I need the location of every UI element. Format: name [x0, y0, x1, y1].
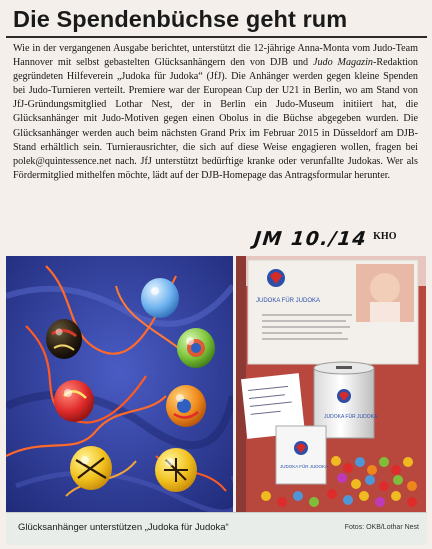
handwritten-issue-note: JM 10./14 — [252, 228, 369, 250]
photo-donation-box — [236, 256, 426, 512]
article-paragraph — [13, 42, 418, 183]
photo-caption: Glücksanhänger unterstützen „Judoka für Judoka“ — [18, 522, 229, 533]
photo-credit: Fotos: OKB/Lothar Nest — [344, 524, 419, 531]
caption-bar — [6, 512, 427, 545]
body-part-1: Wie in der vergangenen Ausgabe berichtet, unterstützt die 12-jährige Anna-Monta vom Judo-Team Hannover mit selbst gebastelten Glücksanhängern den von DJB und — [13, 43, 418, 69]
article-body — [13, 42, 418, 183]
lucky-charms-illustration — [6, 256, 233, 512]
body-part-2: -Redaktion gegründeten Hilfeverein „Judoka für Judoka“ (JfJ). Die Anhänger werden gegen kleine Spenden bei Judo-Turnieren verteilt. Premiere war der European Cup der U21 in Berlin, wo am Stand von JfJ-Gründungsmitglied Lothar Nest, der in Berlin ein Judo-Museum initiiert hat, die Glücksanhänger mit Judo-Motiven gegen einen Obolus in die Büchse abgegeben wurden. Die Glücksanhänger werden auch beim nächsten Grand Prix im Februar 2015 in Düsseldorf am DJB-Stand erhältlich sein. Turnierausrichter, die sich auf diese Weise engagieren wollen, fragen bei polek@quintessence.net nach. JfJ unterstützt bedürftige kranke oder verunfallte Judokas. Wer als Fördermitglied mithelfen möchte, lädt auf der DJB-Homepage das Antragsformular herunter. — [13, 57, 418, 181]
headline-rule — [6, 36, 427, 38]
article-headline: Die Spendenbüchse geht rum — [13, 6, 348, 32]
archive-stamp — [254, 228, 424, 252]
photo-lucky-charms — [6, 256, 233, 512]
stamp-code: KHO — [373, 231, 397, 242]
can-label-2: JUDOKA FÜR JUDOKA — [280, 464, 329, 469]
magazine-name: Judo Magazin — [312, 57, 373, 69]
donation-box-illustration — [236, 256, 426, 512]
can-label-1: JUDOKA FÜR JUDOKA — [324, 414, 378, 420]
poster-title: JUDOKA FÜR JUDOKA — [256, 298, 321, 304]
